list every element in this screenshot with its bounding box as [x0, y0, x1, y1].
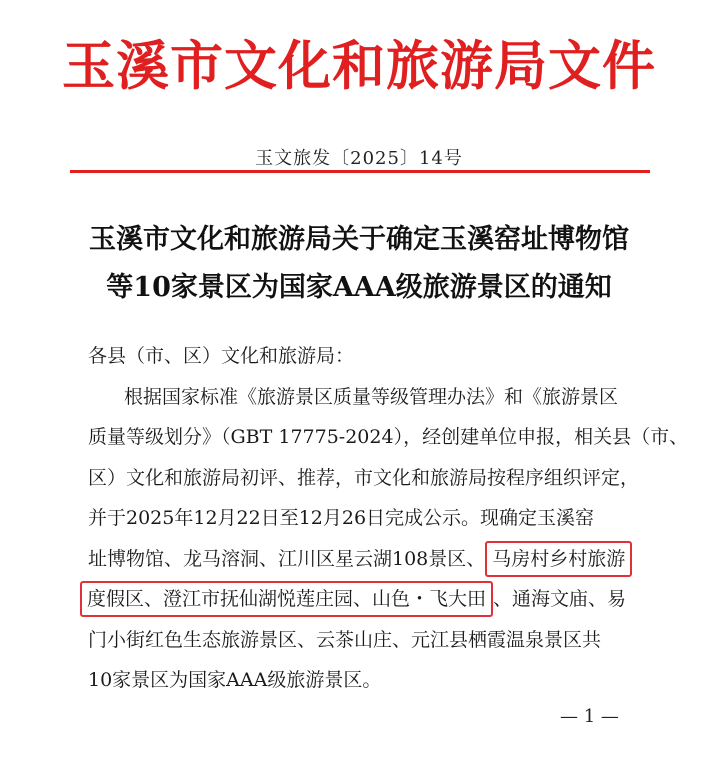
body-line-5 [88, 539, 648, 580]
body-line-5-text: 址博物馆、龙马溶洞、江川区星云湖108景区、 [88, 547, 486, 570]
notice-body [87, 336, 689, 701]
body-line-6-text: 、通海文庙、易 [493, 588, 627, 610]
body-line-6 [88, 579, 648, 620]
body-line-3: 区）文化和旅游局初评、推荐，市文化和旅游局按程序组织评定， [88, 466, 640, 489]
salutation: 各县（市、区）文化和旅游局： [88, 345, 355, 367]
red-divider-line [70, 170, 650, 173]
document-number: 玉文旅发〔2025〕14号 [255, 148, 463, 169]
body-line-7: 门小街红色生态旅游景区、云茶山庄、元江县栖霞温泉景区共 [88, 628, 602, 651]
body-line-4: 并于2025年12月22日至12月26日完成公示。现确定玉溪窑 [88, 507, 595, 529]
issuing-authority-title: 玉溪市文化和旅游局文件 [62, 35, 656, 97]
notice-title [0, 216, 718, 312]
body-line-2: 质量等级划分》（GBT 17775-2024），经创建单位申报，相关县（市、 [88, 426, 689, 448]
body-line-8: 10家景区为国家AAA级旅游景区。 [88, 669, 382, 691]
body-line-1: 根据国家标准《旅游景区质量等级管理办法》和《旅游景区 [124, 385, 619, 408]
notice-title-line-2: 等10家景区为国家AAA级旅游景区的通知 [106, 272, 612, 303]
page-number: — 1 — [560, 706, 619, 727]
notice-title-line-1: 玉溪市文化和旅游局关于确定玉溪窑址博物馆 [89, 224, 629, 255]
highlight-box-2: 度假区、澄江市抚仙湖悦莲庄园、山色・飞大田 [80, 581, 493, 617]
highlight-box-1: 马房村乡村旅游 [485, 541, 632, 577]
